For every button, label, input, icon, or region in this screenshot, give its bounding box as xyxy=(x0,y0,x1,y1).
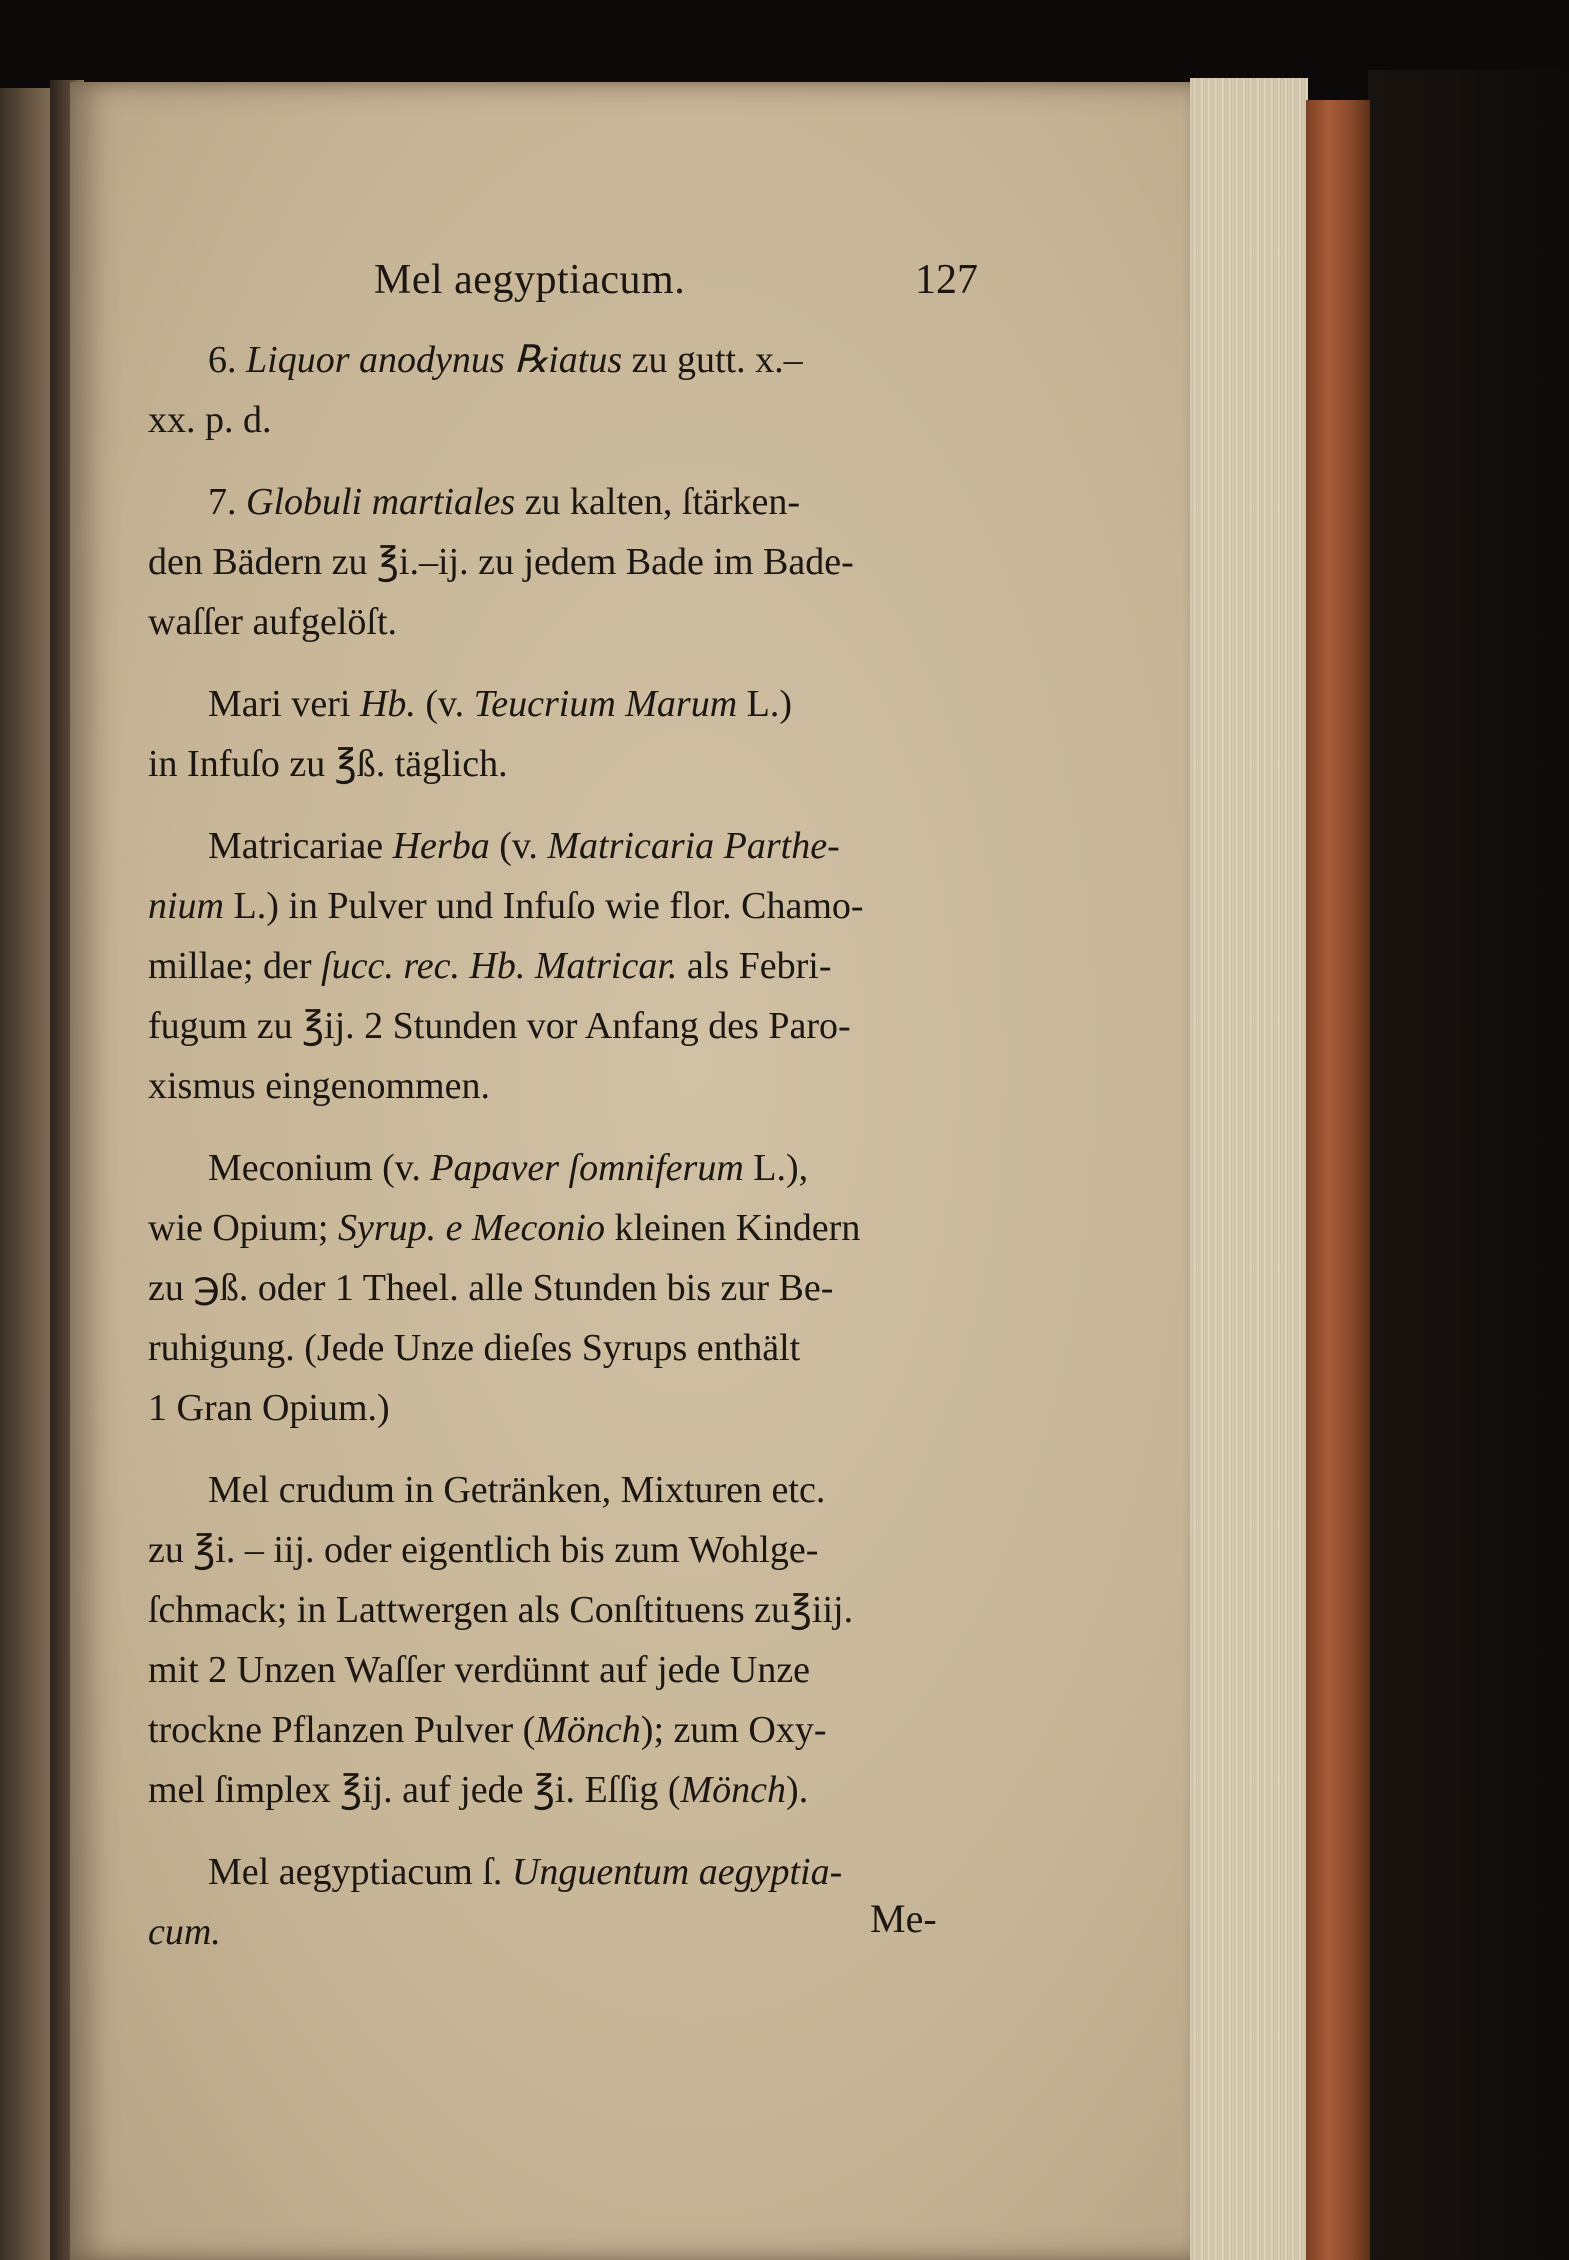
text-line xyxy=(148,1842,978,1902)
italic-term: Unguentum aegyptia- xyxy=(511,1851,843,1893)
italic-term: Papaver ſomniferum xyxy=(430,1147,744,1189)
entry-mel-crudum xyxy=(148,1460,978,1820)
italic-term: ſucc. rec. Hb. Matricar. xyxy=(321,945,678,987)
italic-term: nium xyxy=(148,885,224,927)
text-line xyxy=(148,330,978,390)
book-cover-back xyxy=(1368,70,1569,2260)
entry-globuli-martiales xyxy=(148,472,978,652)
entry-matricariae xyxy=(148,816,978,1116)
page-number: 127 xyxy=(915,257,978,303)
book-cover-edge xyxy=(1306,100,1370,2260)
italic-term: Globuli martiales xyxy=(246,481,516,523)
italic-term: Liquor anodynus ℞iatus xyxy=(246,339,623,381)
text-line: zu ℈ß. oder 1 Theel. alle Stunden bis zur Be- xyxy=(148,1267,834,1309)
text-line: ruhigung. (Jede Unze dieſes Syrups enthält xyxy=(148,1327,801,1369)
text-line: Mel crudum in Getränken, Mixturen etc. xyxy=(208,1469,826,1511)
text-line xyxy=(148,936,978,996)
text-line: 1 Gran Opium.) xyxy=(148,1387,390,1429)
text-run: ). xyxy=(786,1769,809,1811)
text-run: L.) in Pulver und Infuſo wie flor. Chamo- xyxy=(224,885,864,927)
text-line xyxy=(148,876,978,936)
text-run: (v. xyxy=(415,683,474,725)
text-line: cum. xyxy=(148,1911,221,1953)
text-line xyxy=(148,1198,978,1258)
text-line xyxy=(148,1138,978,1198)
text-line: den Bädern zu ℥i.–ij. zu jedem Bade im Bade- xyxy=(148,541,854,583)
text-line xyxy=(148,1700,978,1760)
text-line xyxy=(148,816,978,876)
text-line: waſſer aufgelöſt. xyxy=(148,601,398,643)
text-run: trockne Pflanzen Pulver ( xyxy=(148,1709,536,1751)
text-line: mit 2 Unzen Waſſer verdünnt auf jede Unze xyxy=(148,1649,811,1691)
text-run: wie Opium; xyxy=(148,1207,338,1249)
text-run: 6. xyxy=(208,339,246,381)
text-run: (v. xyxy=(489,825,548,867)
text-run: zu kalten, ſtärken- xyxy=(515,481,801,523)
italic-term: Syrup. e Meconio xyxy=(337,1207,605,1249)
entry-liquor-anodynus xyxy=(148,330,978,450)
text-run: kleinen Kindern xyxy=(604,1207,861,1249)
text-run: als Febri- xyxy=(677,945,832,987)
text-run: Mel aegyptiacum ſ. xyxy=(208,1851,512,1893)
italic-term: Mönch xyxy=(680,1769,787,1811)
page-text xyxy=(148,250,978,1962)
text-line: xismus eingenommen. xyxy=(148,1065,490,1107)
text-run: Matricariae xyxy=(208,825,393,867)
page-header xyxy=(148,250,978,330)
text-line xyxy=(148,1760,978,1820)
text-run: millae; der xyxy=(148,945,322,987)
text-line xyxy=(148,674,978,734)
text-line: in Infuſo zu ℥ß. täglich. xyxy=(148,743,508,785)
text-line: xx. p. d. xyxy=(148,399,272,441)
text-run: 7. xyxy=(208,481,246,523)
entry-meconium xyxy=(148,1138,978,1438)
text-line: ſchmack; in Lattwergen als Conſtituens zu℥iij. xyxy=(148,1589,854,1631)
italic-term: Matricaria Parthe- xyxy=(547,825,840,867)
italic-term: Hb. xyxy=(359,683,416,725)
entry-mari-veri xyxy=(148,674,978,794)
text-run: L.), xyxy=(743,1147,809,1189)
page-fore-edge xyxy=(1190,78,1308,2260)
text-run: zu gutt. x.– xyxy=(622,339,803,381)
text-run: ); zum Oxy- xyxy=(640,1709,827,1751)
entry-mel-aegyptiacum xyxy=(148,1842,978,1962)
italic-term: Herba xyxy=(392,825,490,867)
text-line: fugum zu ℥ij. 2 Stunden vor Anfang des Paro- xyxy=(148,1005,851,1047)
catchword: Me- xyxy=(870,1896,937,1941)
text-line xyxy=(148,472,978,532)
text-run: Meconium (v. xyxy=(208,1147,431,1189)
text-line: zu ℥i. – iij. oder eigentlich bis zum Wohlge- xyxy=(148,1529,819,1571)
italic-term: Teucrium Marum xyxy=(473,683,738,725)
running-title: Mel aegyptiacum. xyxy=(374,257,686,303)
text-run: mel ſimplex ℥ij. auf jede ℥i. Eſſig ( xyxy=(148,1769,681,1811)
italic-term: Mönch xyxy=(535,1709,641,1751)
text-run: Mari veri xyxy=(208,683,360,725)
text-run: L.) xyxy=(737,683,793,725)
